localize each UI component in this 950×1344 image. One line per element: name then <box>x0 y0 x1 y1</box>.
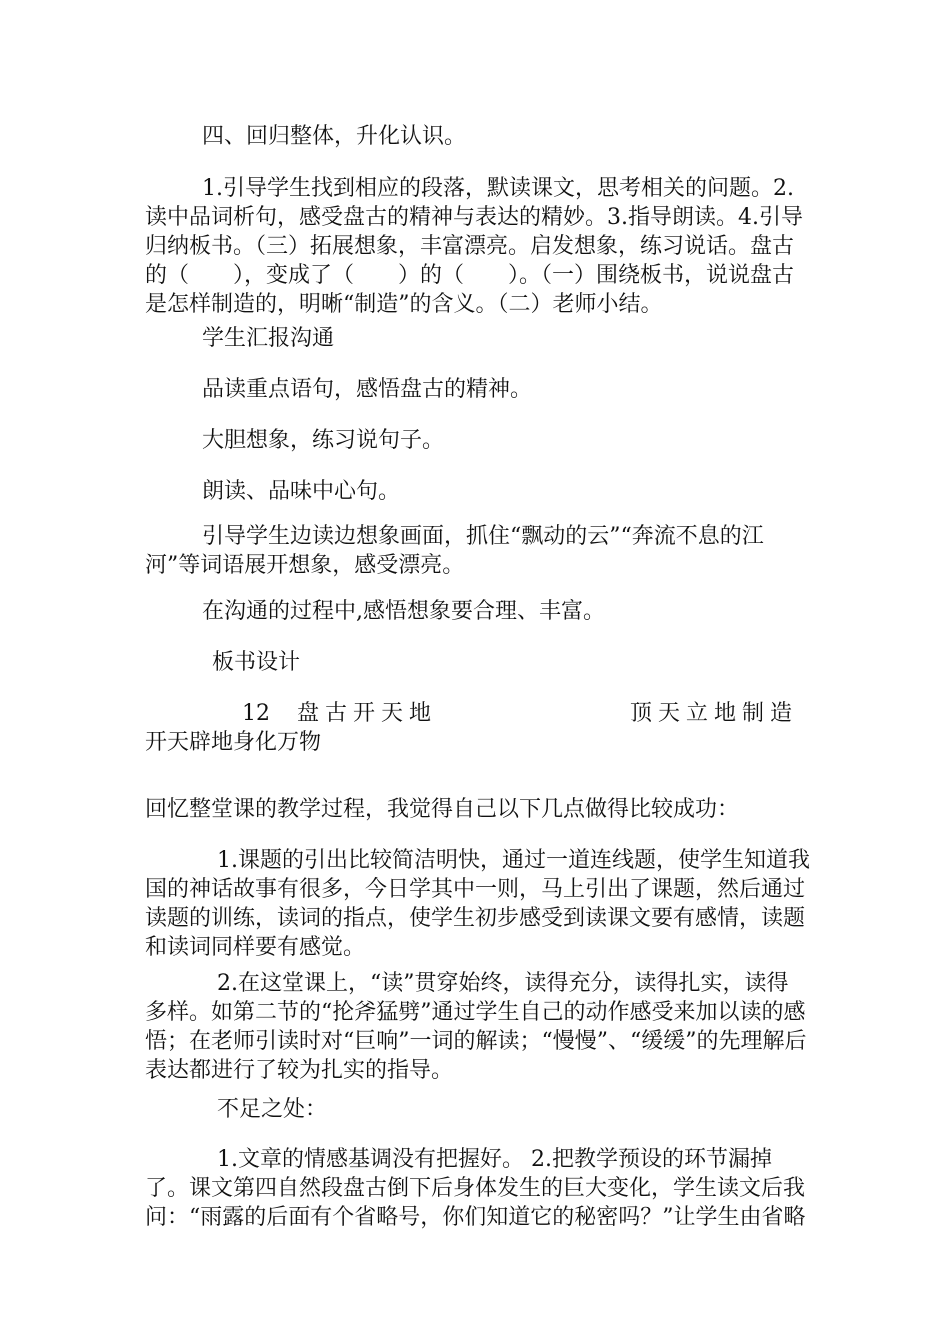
paragraph-guidance-steps: 1.引导学生找到相应的段落，默读课文，思考相关的问题。2.读中品词析句，感受盘古的精神与表达的精妙。3.指导朗读。4.引导归纳板书。（三）拓展想象，丰富漂亮。启发想象，练习说话。盘古的（ ），变成了（ ）的（ ）。（一）围绕板书，说说盘古是怎样制造的，明晰“制造”的含义。（二）老师小结。 <box>145 176 803 317</box>
paragraph-read-key-sentences: 品读重点语句，感悟盘古的精神。 <box>202 377 533 402</box>
section-heading-4: 四、回归整体，升化认识。 <box>202 124 467 149</box>
paragraph-success-2: 2.在这堂课上，“读”贯穿始终，读得充分，读得扎实，读得多样。如第二节的“抡斧猛劈”通过学生自己的动作感受来加以读的感悟；在老师引读时对“巨响”一词的解读；“慢慢”、“缓缓”的先理解后表达都进行了较为扎实的指导。 <box>145 971 807 1083</box>
paragraph-success-1: 1.课题的引出比较简洁明快，通过一道连线题，使学生知道我国的神话故事有很多，今日学其中一则，马上引出了课题，然后通过读题的训练，读词的指点，使学生初步感受到读课文要有感情，读题和读词同样要有感觉。 <box>145 848 810 960</box>
paragraph-reflection-intro: 回忆整堂课的教学过程，我觉得自己以下几点做得比较成功： <box>145 797 740 822</box>
board-design-title: 板书设计 <box>212 650 301 675</box>
paragraph-read-center: 朗读、品味中心句。 <box>202 479 401 504</box>
paragraph-communicate: 在沟通的过程中,感悟想象要合理、丰富。 <box>202 599 605 624</box>
paragraph-shortcomings-title: 不足之处： <box>217 1097 328 1122</box>
paragraph-guide-imagination: 引导学生边读边想象画面，抓住“飘动的云”“奔流不息的江河”等词语展开想象，感受漂亮。 <box>145 524 764 578</box>
board-lesson-title: 盘古开天地 <box>297 701 438 726</box>
paragraph-student-report: 学生汇报沟通 <box>202 326 335 351</box>
board-keywords-right: 顶天立地制造 <box>630 701 799 726</box>
paragraph-imagine: 大胆想象，练习说句子。 <box>202 428 445 453</box>
board-keywords-second-line: 开天辟地身化万物 <box>145 730 322 755</box>
board-lesson-number: 12 <box>242 701 270 726</box>
paragraph-shortcoming-1: 1.文章的情感基调没有把握好。 2.把教学预设的环节漏掉了。课文第四自然段盘古倒下后身体发生的巨大变化，学生读文后我问：“雨露的后面有个省略号，你们知道它的秘密吗？”让学生由省略 <box>145 1147 806 1230</box>
